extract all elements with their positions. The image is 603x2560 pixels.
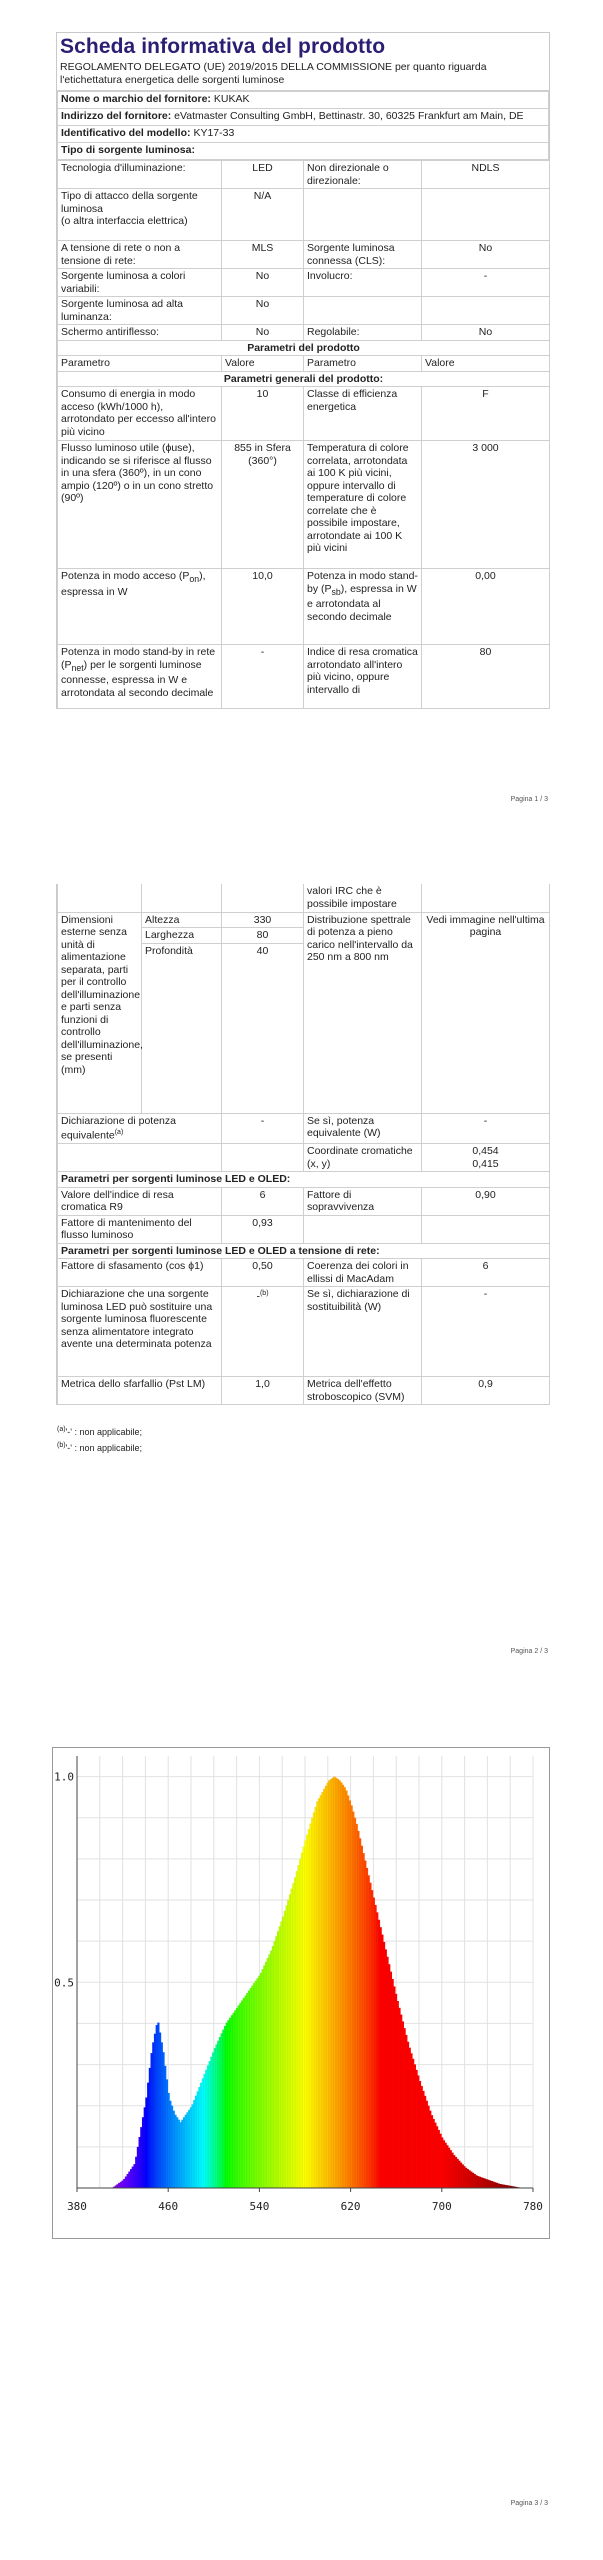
pnet-label-b: ) per le sorgenti luminose connesse, espressa in W e arrotondata al secondo decimale — [61, 658, 214, 699]
chroma-y: 0,415 — [472, 1157, 499, 1170]
cct-value: 3 000 — [422, 441, 550, 569]
spectral-distribution-chart — [52, 1747, 550, 2239]
model-value: KY17-33 — [193, 127, 235, 139]
replace-label: Dichiarazione che una sorgente luminosa LED può sostituire una sorgente luminosa fluorescente senza alimentatore integrato avente una determinata potenza — [58, 1287, 222, 1377]
y-tick-label: 0.5 — [54, 1976, 74, 1990]
params-header: Parametri del prodotto — [58, 340, 550, 356]
psb-label-b: ), espressa in W e arrotondata al secondo decimale — [307, 582, 417, 623]
equiv-label — [58, 1113, 222, 1144]
cap-value: N/A — [222, 189, 304, 241]
supplier-address-value: eVatmaster Consulting GmbH, Bettinastr. 30, 60325 Frankfurt am Main, DE — [174, 110, 524, 122]
dimmable-label: Regolabile: — [304, 325, 422, 341]
pon-label-a: Potenza in modo acceso (P — [61, 570, 190, 582]
page-number-3: Pagina 3 / 3 — [510, 2500, 548, 2507]
x-tick-label: 620 — [340, 2200, 361, 2213]
cap-label — [58, 189, 222, 241]
col-param-2: Parametro — [304, 356, 422, 372]
cap-label-text: Tipo di attacco della sorgente luminosa — [61, 190, 198, 215]
high-luminance-label: Sorgente luminosa ad alta luminanza: — [58, 297, 222, 325]
replace-w-value: - — [422, 1287, 550, 1377]
class-label: Classe di efficienza energetica — [304, 387, 422, 441]
envelope-label: Involucro: — [304, 269, 422, 297]
regulation-text: REGOLAMENTO DELEGATO (UE) 2019/2015 DELLA COMMISSIONE per quanto riguarda l'etichettatura energetica delle sorgenti luminose — [57, 59, 549, 91]
empty-cell — [422, 1215, 550, 1243]
tech-label: Tecnologia d'illuminazione: — [58, 161, 222, 189]
pnet-value: - — [222, 645, 304, 709]
psb-label-a: Potenza in modo stand-by (P — [307, 570, 418, 595]
cls-label: Sorgente luminosa connessa (CLS): — [304, 241, 422, 269]
class-value: F — [422, 387, 550, 441]
empty-cell — [222, 1144, 304, 1172]
energy-value: 10 — [222, 387, 304, 441]
footnote-a-text: '-' : non applicabile; — [65, 1427, 143, 1437]
lumen-maint-label: Fattore di mantenimento del flusso luminoso — [58, 1215, 222, 1243]
page-number-1: Pagina 1 / 3 — [510, 796, 548, 803]
x-tick-label: 460 — [158, 2200, 179, 2213]
envelope-value: - — [422, 269, 550, 297]
page-number-2: Pagina 2 / 3 — [510, 1648, 548, 1655]
cri-label: Indice di resa cromatica arrotondato all'intero più vicino, oppure intervallo di — [304, 645, 422, 709]
footnote-b-text: '-' : non applicabile; — [65, 1443, 143, 1453]
replace-value-text: - — [256, 1290, 260, 1303]
psb-sub: sb — [331, 586, 341, 597]
supplier-table — [57, 91, 549, 160]
general-params-header: Parametri generali del prodotto: — [58, 371, 550, 387]
sheet-1 — [56, 32, 550, 709]
r9-label: Valore dell'indice di resa cromatica R9 — [58, 1187, 222, 1215]
equiv-label-text: Dichiarazione di potenza equivalente — [61, 1114, 176, 1142]
empty-cell — [304, 189, 422, 241]
equiv-value: - — [222, 1113, 304, 1144]
col-value-1: Valore — [222, 356, 304, 372]
dimmable-value: No — [422, 325, 550, 341]
mains-value: MLS — [222, 241, 304, 269]
empty-cell — [58, 884, 142, 912]
empty-cell — [422, 189, 550, 241]
led-params-header: Parametri per sorgenti luminose LED e OLED: — [58, 1172, 550, 1188]
empty-cell — [422, 297, 550, 325]
tech-value: LED — [222, 161, 304, 189]
psb-value: 0,00 — [422, 569, 550, 645]
colour-value: No — [222, 269, 304, 297]
cri-label-cont: valori IRC che è possibile impostare — [304, 884, 422, 912]
col-value-2: Valore — [422, 356, 550, 372]
supplier-name-label: Nome o marchio del fornitore: — [61, 93, 211, 105]
height-value: 330 — [222, 912, 304, 928]
nondir-value: NDLS — [422, 161, 550, 189]
colour-label: Sorgente luminosa a colori variabili: — [58, 269, 222, 297]
svm-label: Metrica dell'effetto stroboscopico (SVM) — [304, 1377, 422, 1405]
flux-value: 855 in Sfera (360°) — [222, 441, 304, 569]
pst-value: 1,0 — [222, 1377, 304, 1405]
empty-cell — [222, 884, 304, 912]
x-tick-label: 700 — [431, 2200, 452, 2213]
depth-label: Profondità — [142, 943, 222, 1113]
pon-label-b: ), espressa in W — [61, 570, 206, 598]
sheet-2 — [56, 884, 550, 1405]
footnote-a — [57, 1426, 142, 1437]
width-label: Larghezza — [142, 928, 222, 944]
survival-label: Fattore di sopravvivenza — [304, 1187, 422, 1215]
flux-label: Flusso luminoso utile (ϕuse), indicando se si riferisce al flusso in una sfera (360º), in un cono ampio (120º) o in un cono stretto (90º) — [58, 441, 222, 569]
empty-cell — [58, 1144, 222, 1172]
empty-cell — [304, 297, 422, 325]
x-tick-label: 380 — [67, 2200, 87, 2213]
lumen-maint-value: 0,93 — [222, 1215, 304, 1243]
psb-label — [304, 569, 422, 645]
pnet-label — [58, 645, 222, 709]
pst-label: Metrica dello sfarfallio (Pst LM) — [58, 1377, 222, 1405]
source-type-table — [57, 160, 550, 709]
survival-value: 0,90 — [422, 1187, 550, 1215]
spectrum-svg — [53, 1748, 549, 2238]
cri-value: 80 — [422, 645, 550, 709]
page-title: Scheda informativa del prodotto — [60, 35, 386, 58]
footnote-b — [57, 1442, 142, 1453]
chroma-value — [422, 1144, 550, 1172]
footnote-b-sup: (b) — [57, 1442, 66, 1449]
mains-label: A tensione di rete o non a tensione di rete: — [58, 241, 222, 269]
energy-label: Consumo di energia in modo acceso (kWh/1000 h), arrotondato per eccesso all'intero più vicino — [58, 387, 222, 441]
cosphi-label: Fattore di sfasamento (cos ϕ1) — [58, 1259, 222, 1287]
pnet-sub: net — [71, 662, 84, 673]
nondir-label: Non direzionale o direzionale: — [304, 161, 422, 189]
high-luminance-value: No — [222, 297, 304, 325]
replace-w-label: Se sì, dichiarazione di sostituibilità (W) — [304, 1287, 422, 1377]
svm-value: 0,9 — [422, 1377, 550, 1405]
macadam-label: Coerenza dei colori in ellissi di MacAdam — [304, 1259, 422, 1287]
source-type-label: Tipo di sorgente luminosa: — [58, 143, 549, 160]
pnet-label-a: Potenza in modo stand-by in rete (P — [61, 646, 216, 671]
cls-value: No — [422, 241, 550, 269]
params-table-cont — [57, 884, 550, 1405]
height-label: Altezza — [142, 912, 222, 928]
cosphi-value: 0,50 — [222, 1259, 304, 1287]
replace-value — [222, 1287, 304, 1377]
chroma-label: Coordinate cromatiche (x, y) — [304, 1144, 422, 1172]
depth-value: 40 — [222, 943, 304, 1113]
col-param-1: Parametro — [58, 356, 222, 372]
cct-label: Temperatura di colore correlata, arrotondata ai 100 K più vicini, oppure intervallo di temperature di colore correlate che è possibile impostare, arrotondate ai 100 K più vicini — [304, 441, 422, 569]
macadam-value: 6 — [422, 1259, 550, 1287]
r9-value: 6 — [222, 1187, 304, 1215]
x-tick-label: 540 — [249, 2200, 270, 2213]
glare-label: Schermo antiriflesso: — [58, 325, 222, 341]
replace-sup: (b) — [259, 1290, 269, 1297]
empty-cell — [142, 884, 222, 912]
x-tick-label: 780 — [523, 2200, 543, 2213]
chroma-x: 0,454 — [472, 1145, 499, 1157]
equiv-w-value: - — [422, 1113, 550, 1144]
model-label: Identificativo del modello: — [61, 127, 191, 139]
supplier-address-label: Indirizzo del fornitore: — [61, 110, 172, 122]
pon-label — [58, 569, 222, 645]
glare-value: No — [222, 325, 304, 341]
cap-label-note: (o altra interfaccia elettrica) — [61, 215, 188, 227]
pon-sub: on — [189, 574, 200, 585]
width-value: 80 — [222, 928, 304, 944]
equiv-sup: (a) — [114, 1129, 124, 1136]
equiv-w-label: Se sì, potenza equivalente (W) — [304, 1113, 422, 1144]
empty-cell — [304, 1215, 422, 1243]
spd-value: Vedi immagine nell'ultima pagina — [422, 912, 550, 1113]
supplier-name-value: KUKAK — [213, 93, 250, 105]
y-tick-label: 1.0 — [54, 1770, 74, 1784]
dims-label: Dimensioni esterne senza unità di alimentazione separata, parti per il controllo dell'illuminazione e parti senza funzioni di controllo dell'illuminazione, se presenti (mm) — [58, 912, 142, 1113]
mains-params-header: Parametri per sorgenti luminose LED e OLED a tensione di rete: — [58, 1243, 550, 1259]
pon-value: 10,0 — [222, 569, 304, 645]
empty-cell — [422, 884, 550, 912]
footnote-a-sup: (a) — [57, 1426, 66, 1433]
spd-label: Distribuzione spettrale di potenza a pieno carico nell'intervallo da 250 nm a 800 nm — [304, 912, 422, 1113]
